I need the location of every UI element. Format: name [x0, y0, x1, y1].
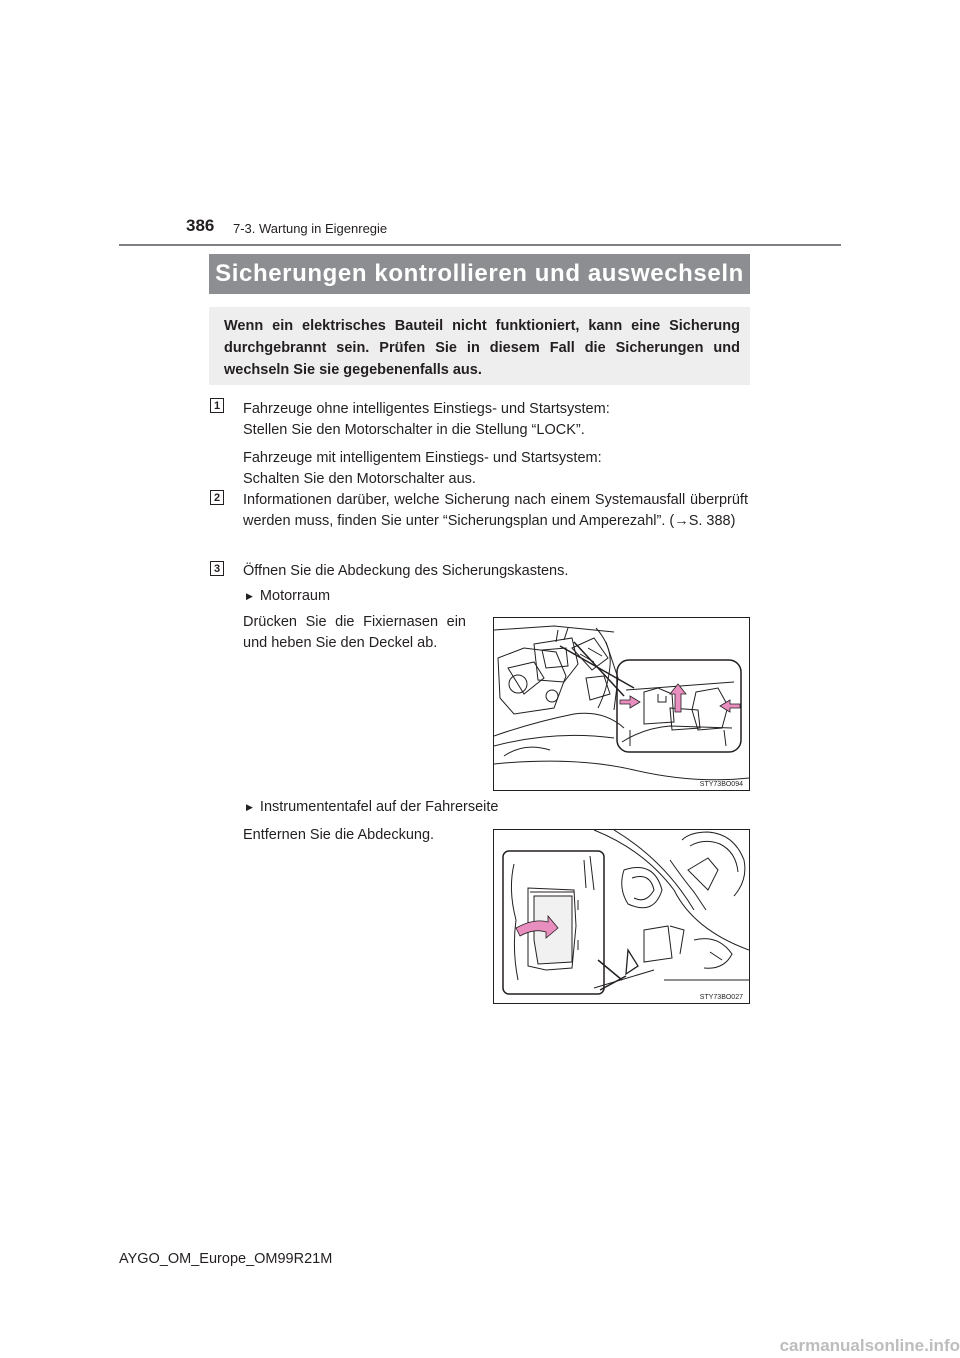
watermark: carmanualsonline.info — [779, 1336, 960, 1355]
subsection-instrument-panel — [246, 797, 499, 818]
instrument-panel-illustration — [494, 830, 749, 1003]
instrument-panel-instruction — [243, 825, 466, 846]
header-rule — [119, 244, 841, 246]
figure-code: STY73BO094 — [699, 781, 743, 788]
section-label: 7-3. Wartung in Eigenregie — [233, 221, 388, 236]
document-id: AYGO_OM_Europe_OM99R21M — [119, 1251, 333, 1267]
step-3 — [243, 561, 748, 582]
figure-instrument-panel — [493, 829, 750, 1004]
step-1-line-3: Fahrzeuge mit intelligentem Einstiegs- und Startsystem: — [243, 450, 602, 466]
step-2-text: Informationen darüber, welche Sicherung nach einem Systemausfall überprüft werden muss, finden Sie unter “Sicherungsplan und Amperezahl”. (→S. 388) — [243, 492, 748, 529]
step-badge-3: 3 — [210, 561, 224, 576]
bullet-triangle-icon: ▶ — [246, 591, 253, 601]
page-number: 386 — [186, 216, 215, 235]
step-1-line-1: Fahrzeuge ohne intelligentes Einstiegs- und Startsystem: — [243, 401, 610, 417]
step-2 — [243, 490, 748, 532]
instrument-panel-instruction-text: Entfernen Sie die Abdeckung. — [243, 827, 435, 843]
figure-engine-bay — [493, 617, 750, 791]
step-badge-1: 1 — [210, 398, 224, 413]
intro-box — [209, 307, 750, 385]
step-1-line-2: Stellen Sie den Motorschalter in die Stellung “LOCK”. — [243, 422, 585, 438]
subsection-engine-bay-label: Motorraum — [259, 588, 331, 604]
engine-bay-instruction-text: Drücken Sie die Fixiernasen ein und heben Sie den Deckel ab. — [243, 614, 466, 651]
figure-code: STY73BO027 — [699, 994, 743, 1001]
subsection-instrument-panel-label: Instrumententafel auf der Fahrerseite — [259, 799, 499, 815]
bullet-triangle-icon: ▶ — [246, 802, 253, 812]
step-badge-2: 2 — [210, 490, 224, 505]
engine-bay-instruction — [243, 612, 466, 654]
engine-bay-illustration — [494, 618, 749, 790]
step-3-text: Öffnen Sie die Abdeckung des Sicherungskastens. — [243, 563, 569, 579]
intro-text: Wenn ein elektrisches Bauteil nicht funktioniert, kann eine Sicherung durchgebrannt sein. Prüfen Sie in diesem Fall die Sicherungen und wechseln Sie sie gegebenenfalls aus. — [224, 318, 740, 378]
page-title: Sicherungen kontrollieren und auswechseln — [209, 254, 750, 294]
step-1-line-4: Schalten Sie den Motorschalter aus. — [243, 471, 476, 487]
subsection-engine-bay — [246, 586, 330, 607]
step-1 — [243, 399, 748, 490]
